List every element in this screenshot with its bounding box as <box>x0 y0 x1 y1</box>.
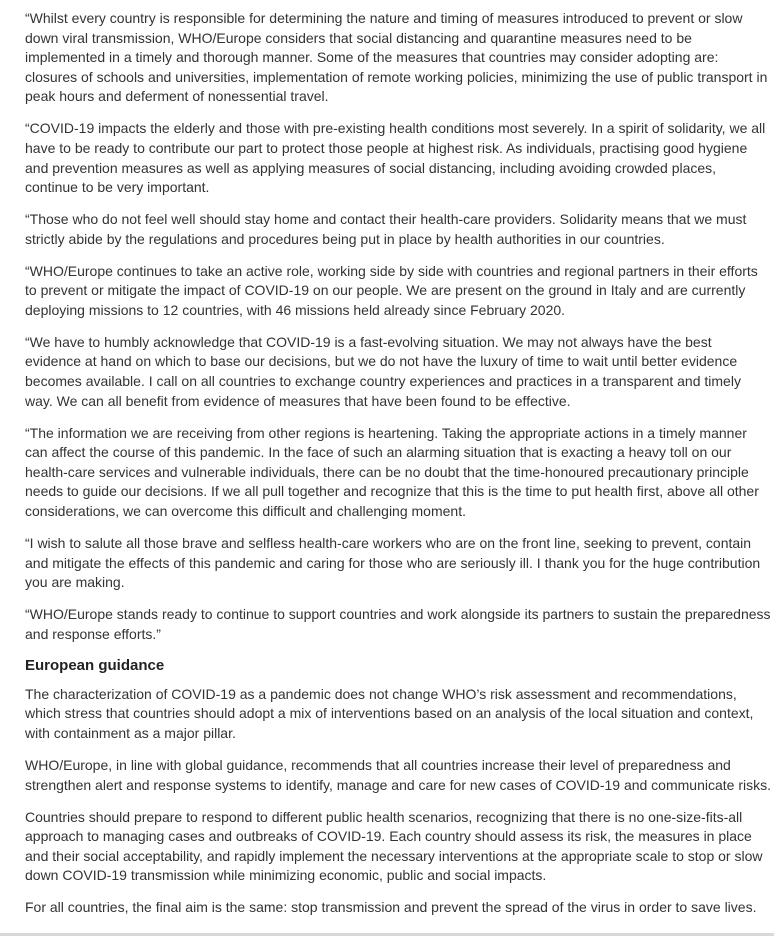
section-heading: European guidance <box>25 657 165 675</box>
guidance-paragraph-1: The characterization of COVID-19 as a pandemic does not change WHO’s risk assessment and recommendations, which stress that countries should adopt a mix of interventions based on an analysis of the local situation and context, with containment as a major pillar. <box>25 685 754 741</box>
quote-paragraph-8: “WHO/Europe stands ready to continue to support countries and work alongside its partners to sustain the preparedness and response efforts.” <box>25 606 771 642</box>
guidance-paragraph-4: For all countries, the final aim is the same: stop transmission and prevent the spread of the virus in order to save lives. <box>25 899 757 916</box>
quote-paragraph-6: “The information we are receiving from other regions is heartening. Taking the appropriate actions in a timely manner can affect the course of this pandemic. In the face of such an alarming situation that is exacting a heavy toll on our health-care services and vulnerable individuals, there can be no doubt that the time-honoured precautionary principle needs to guide our decisions. If we all pull together and recognize that this is the time to put health first, above all other considerations, we can overcome this difficult and challenging moment. <box>25 424 759 520</box>
quote-paragraph-5: “We have to humbly acknowledge that COVID-19 is a fast-evolving situation. We may not always have the best evidence at hand on which to base our decisions, but we do not have the luxury of time to wait until better evidence becomes available. I call on all countries to exchange country experiences and practices in a transparent and timely way. We can all benefit from evidence of measures that have been found to be effective. <box>25 333 741 409</box>
guidance-paragraph-2: WHO/Europe, in line with global guidance, recommends that all countries increase their level of preparedness and strengthen alert and response systems to identify, manage and care for new cases of COVID-19 and communicate risks. <box>25 756 771 793</box>
article-body <box>25 9 771 930</box>
quote-paragraph-7: “I wish to salute all those brave and selfless health-care workers who are on the front line, seeking to prevent, contain and mitigate the effects of this pandemic and caring for those who are seriously ill. I thank you for the huge contribution you are making. <box>25 535 761 591</box>
quote-paragraph-1: “Whilst every country is responsible for determining the nature and timing of measures introduced to prevent or slow down viral transmission, WHO/Europe considers that social distancing and quarantine measures need to be implemented in a timely and thorough manner. Some of the measures that countries may consider adopting are: closures of schools and universities, implementation of remote working policies, minimizing the use of public transport in peak hours and deferment of nonessential travel. <box>25 10 768 105</box>
quote-paragraph-2: “COVID-19 impacts the elderly and those with pre-existing health conditions most severely. In a spirit of solidarity, we all have to be ready to contribute our part to protect those people at highest risk. As individuals, practising good hygiene and prevention measures as well as applying measures of social distancing, including avoiding crowded places, continue to be very important. <box>25 120 766 196</box>
guidance-paragraph-3: Countries should prepare to respond to different public health scenarios, recognizing that there is no one-size-fits-all approach to managing cases and outbreaks of COVID-19. Each country should assess its risk, the measures in place and their social acceptability, and rapidly implement the necessary interventions at the appropriate scale to stop or slow down COVID-19 transmission while minimizing economic, public and social impacts. <box>25 808 763 884</box>
quote-paragraph-3: “Those who do not feel well should stay home and contact their health-care providers. Solidarity means that we must strictly abide by the regulations and procedures being put in place by health authorities in our countries. <box>25 211 747 247</box>
quote-paragraph-4: “WHO/Europe continues to take an active role, working side by side with countries and regional partners in their efforts to prevent or mitigate the impact of COVID-19 on our people. We are present on the ground in Italy and are currently deploying missions to 12 countries, with 46 missions held already since February 2020. <box>25 262 758 318</box>
